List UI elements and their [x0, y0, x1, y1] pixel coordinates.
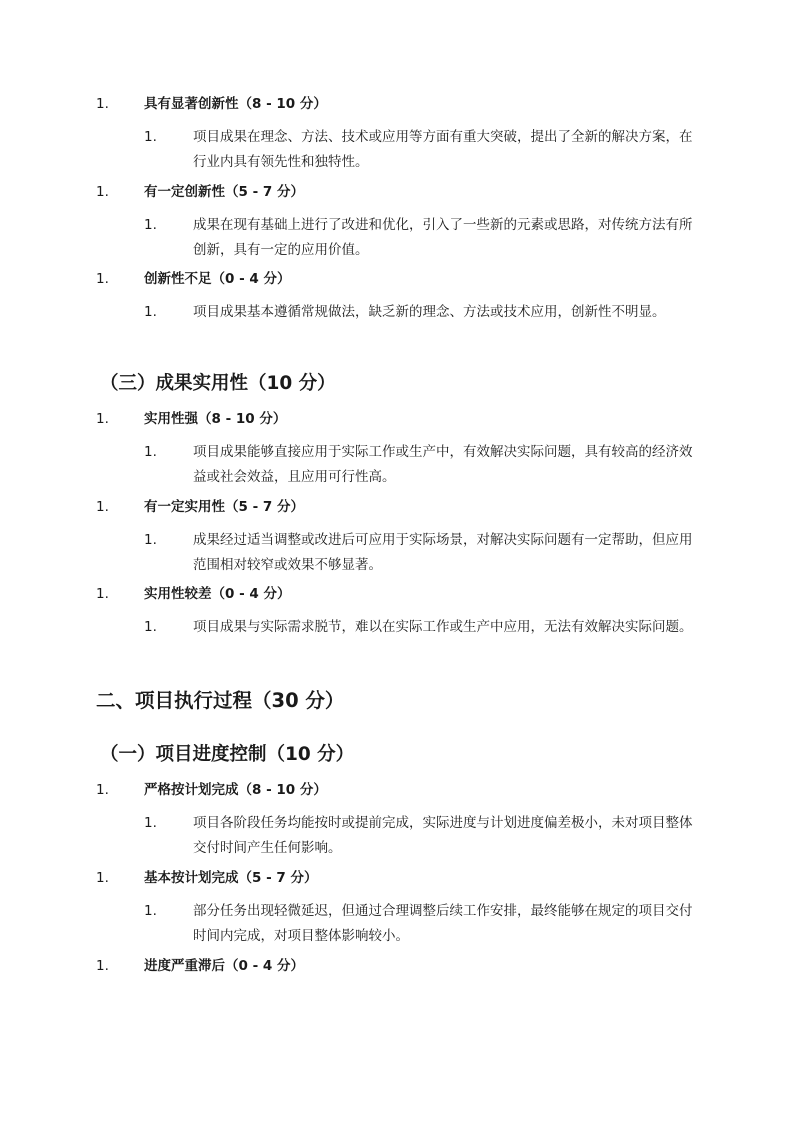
- list-number: 1.: [96, 271, 109, 287]
- list-number: 1.: [96, 184, 109, 200]
- criterion-description: 项目成果与实际需求脱节，难以在实际工作或生产中应用，无法有效解决实际问题。: [193, 619, 693, 635]
- section-heading-schedule: （一）项目进度控制（10 分）: [100, 744, 355, 765]
- list-number: 1.: [96, 411, 109, 427]
- criterion-description: 成果经过适当调整或改进后可应用于实际场景，对解决实际问题有一定帮助，但应用范围相对较窄或效果不够显著。: [193, 532, 693, 573]
- criterion-title: 创新性不足（0 - 4 分）: [144, 271, 291, 287]
- criterion-description: 项目成果能够直接应用于实际工作或生产中，有效解决实际问题，具有较高的经济效益或社会效益，且应用可行性高。: [193, 444, 693, 485]
- list-number: 1.: [96, 782, 109, 798]
- section-heading-practicality: （三）成果实用性（10 分）: [100, 373, 336, 394]
- criterion-description: 项目各阶段任务均能按时或提前完成，实际进度与计划进度偏差极小，未对项目整体交付时间产生任何影响。: [193, 815, 693, 856]
- list-number: 1.: [144, 532, 157, 548]
- list-number: 1.: [144, 619, 157, 635]
- list-number: 1.: [144, 444, 157, 460]
- list-number: 1.: [144, 217, 157, 233]
- list-number: 1.: [144, 815, 157, 831]
- criterion-description: 成果在现有基础上进行了改进和优化，引入了一些新的元素或思路，对传统方法有所创新，具有一定的应用价值。: [193, 217, 693, 258]
- list-number: 1.: [144, 129, 157, 145]
- criterion-description: 部分任务出现轻微延迟，但通过合理调整后续工作安排，最终能够在规定的项目交付时间内完成，对项目整体影响较小。: [193, 903, 693, 944]
- criterion-description: 项目成果基本遵循常规做法，缺乏新的理念、方法或技术应用，创新性不明显。: [193, 304, 666, 320]
- list-number: 1.: [96, 958, 109, 974]
- criterion-title: 实用性较差（0 - 4 分）: [144, 586, 291, 602]
- chapter-heading-execution: 二、项目执行过程（30 分）: [96, 689, 345, 712]
- criterion-title: 实用性强（8 - 10 分）: [144, 411, 287, 427]
- list-number: 1.: [96, 499, 109, 515]
- criterion-title: 具有显著创新性（8 - 10 分）: [144, 96, 327, 112]
- list-number: 1.: [144, 903, 157, 919]
- list-number: 1.: [144, 304, 157, 320]
- criterion-title: 基本按计划完成（5 - 7 分）: [144, 870, 318, 886]
- list-number: 1.: [96, 586, 109, 602]
- criterion-title: 进度严重滞后（0 - 4 分）: [144, 958, 304, 974]
- criterion-title: 有一定创新性（5 - 7 分）: [144, 184, 304, 200]
- criterion-title: 严格按计划完成（8 - 10 分）: [144, 782, 327, 798]
- list-number: 1.: [96, 870, 109, 886]
- list-number: 1.: [96, 96, 109, 112]
- criterion-title: 有一定实用性（5 - 7 分）: [144, 499, 304, 515]
- criterion-description: 项目成果在理念、方法、技术或应用等方面有重大突破，提出了全新的解决方案，在行业内具有领先性和独特性。: [193, 129, 693, 170]
